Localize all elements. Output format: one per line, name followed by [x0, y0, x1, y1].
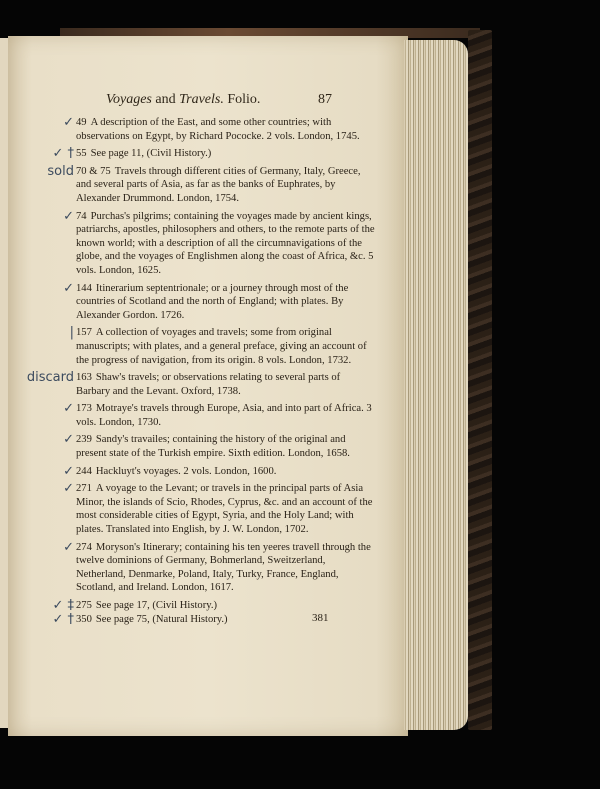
book-cover-marbled	[468, 30, 492, 730]
entry-number: 157	[76, 327, 92, 339]
entry	[52, 611, 376, 627]
entry-text: See page 11, (Civil History.)	[90, 148, 212, 160]
entry-text: A collection of voyages and travels; some from original manuscripts; with plates, and a general preface, giving an account of the progress of navigation, from its origin. 8 vols. London, 1732.	[76, 327, 367, 366]
entry-number: 275	[76, 600, 92, 611]
handwritten-mark: ✓	[63, 432, 74, 448]
entry-number: 74	[76, 210, 87, 222]
entry-text: Sandy's travailes; containing the history of the original and present state of the Turkish empire. Sixth edition. London, 1658.	[76, 434, 350, 460]
handwritten-mark: ✓	[63, 463, 74, 479]
entry	[63, 115, 376, 143]
entry-number: 239	[76, 434, 92, 446]
entry	[63, 432, 376, 460]
entry-number: 173	[76, 403, 92, 415]
entry-text: Itinerarium septentrionale; or a journey through most of the countries of Scotland and the north of England; with plates. By Alexander Gordon. 1726.	[76, 282, 349, 321]
entry-text: A voyage to the Levant; or travels in the principal parts of Asia Minor, the islands of Scio, Rhodes, Cyprus, &c. and an account of the most considerable cities of Egypt, Syria, and the Holy Land; with plates. Translated into English, by J. W. London, 1702.	[76, 483, 373, 536]
entry-text: A description of the East, and some other countries; with observations on Egypt, by Richard Pococke. 2 vols. London, 1745.	[76, 117, 360, 142]
handwritten-mark: ✓	[63, 280, 74, 296]
entry-number: 271	[76, 483, 92, 495]
entry-number: 350	[76, 613, 92, 625]
entry	[63, 463, 376, 479]
entry-number: 144	[76, 282, 92, 294]
handwritten-mark: sold	[47, 163, 74, 179]
header-section: Folio.	[227, 92, 261, 107]
header-title-2: Travels.	[179, 92, 224, 107]
handwritten-mark: |	[69, 325, 74, 341]
entry-number: 244	[76, 465, 92, 477]
entry-text: Hackluyt's voyages. 2 vols. London, 1600.	[95, 465, 277, 477]
facing-page-edge	[0, 38, 8, 728]
entry	[52, 598, 376, 613]
entry-text: Shaw's travels; or observations relating to several parts of Barbary and the Levant. Oxford, 1738.	[76, 372, 341, 397]
entry	[26, 370, 376, 398]
entry-number: 274	[76, 541, 92, 553]
entry	[63, 208, 376, 278]
entry-number: 70 & 75	[76, 165, 111, 177]
entry	[63, 539, 376, 595]
page-edges	[404, 40, 468, 730]
catalogue-entries	[26, 115, 376, 627]
header-title: Voyages	[106, 92, 152, 107]
entry-text: See page 17, (Civil History.)	[95, 600, 218, 611]
entry	[63, 401, 376, 429]
running-header	[106, 92, 346, 112]
handwritten-mark: ✓ †	[52, 611, 74, 627]
handwritten-mark: discard	[26, 370, 74, 386]
entry-number: 163	[76, 372, 92, 384]
entry	[63, 481, 376, 536]
handwritten-mark: ✓	[63, 539, 74, 555]
signature-mark: 381	[312, 612, 329, 624]
handwritten-mark: ✓ ‡	[52, 598, 74, 613]
entry-text: Motraye's travels through Europe, Asia, and into part of Africa. 3 vols. London, 1730.	[76, 403, 372, 428]
entry-text: Travels through different cities of Germany, Italy, Greece, and several parts of Asia, as far as the banks of Euphrates, by Alexander Drummond. London, 1754.	[76, 165, 361, 204]
entry-text: Purchas's pilgrims; containing the voyages made by ancient kings, patriarchs, apostles, philosophers and others, to the remote parts of the known world; with a description of all the circumnavigations of the globe, and the voyages of Englishmen along the coast of Africa, &c. 5 vols. London, 1625.	[76, 210, 375, 276]
handwritten-mark: ✓	[63, 208, 74, 224]
entry-number: 55	[76, 148, 87, 160]
header-connector: and	[155, 92, 176, 107]
entry-number: 49	[76, 117, 87, 128]
handwritten-mark: ✓	[63, 481, 74, 497]
entry-text: See page 75, (Natural History.)	[95, 613, 228, 625]
entry	[47, 163, 376, 206]
entry	[69, 325, 376, 367]
entry	[63, 280, 376, 323]
entry-text: Moryson's Itinerary; containing his ten yeeres travell through the twelve dominions of Germany, Bohmerland, Sweitzerland, Netherland, Denmarke, Poland, Italy, Turky, France, England, Scotland, and Ireland. London, 1617.	[76, 541, 371, 594]
page-number: 87	[318, 92, 332, 107]
handwritten-mark: ✓ †	[52, 146, 74, 162]
entry	[52, 146, 376, 162]
handwritten-mark: ✓	[63, 115, 74, 130]
handwritten-mark: ✓	[63, 401, 74, 417]
